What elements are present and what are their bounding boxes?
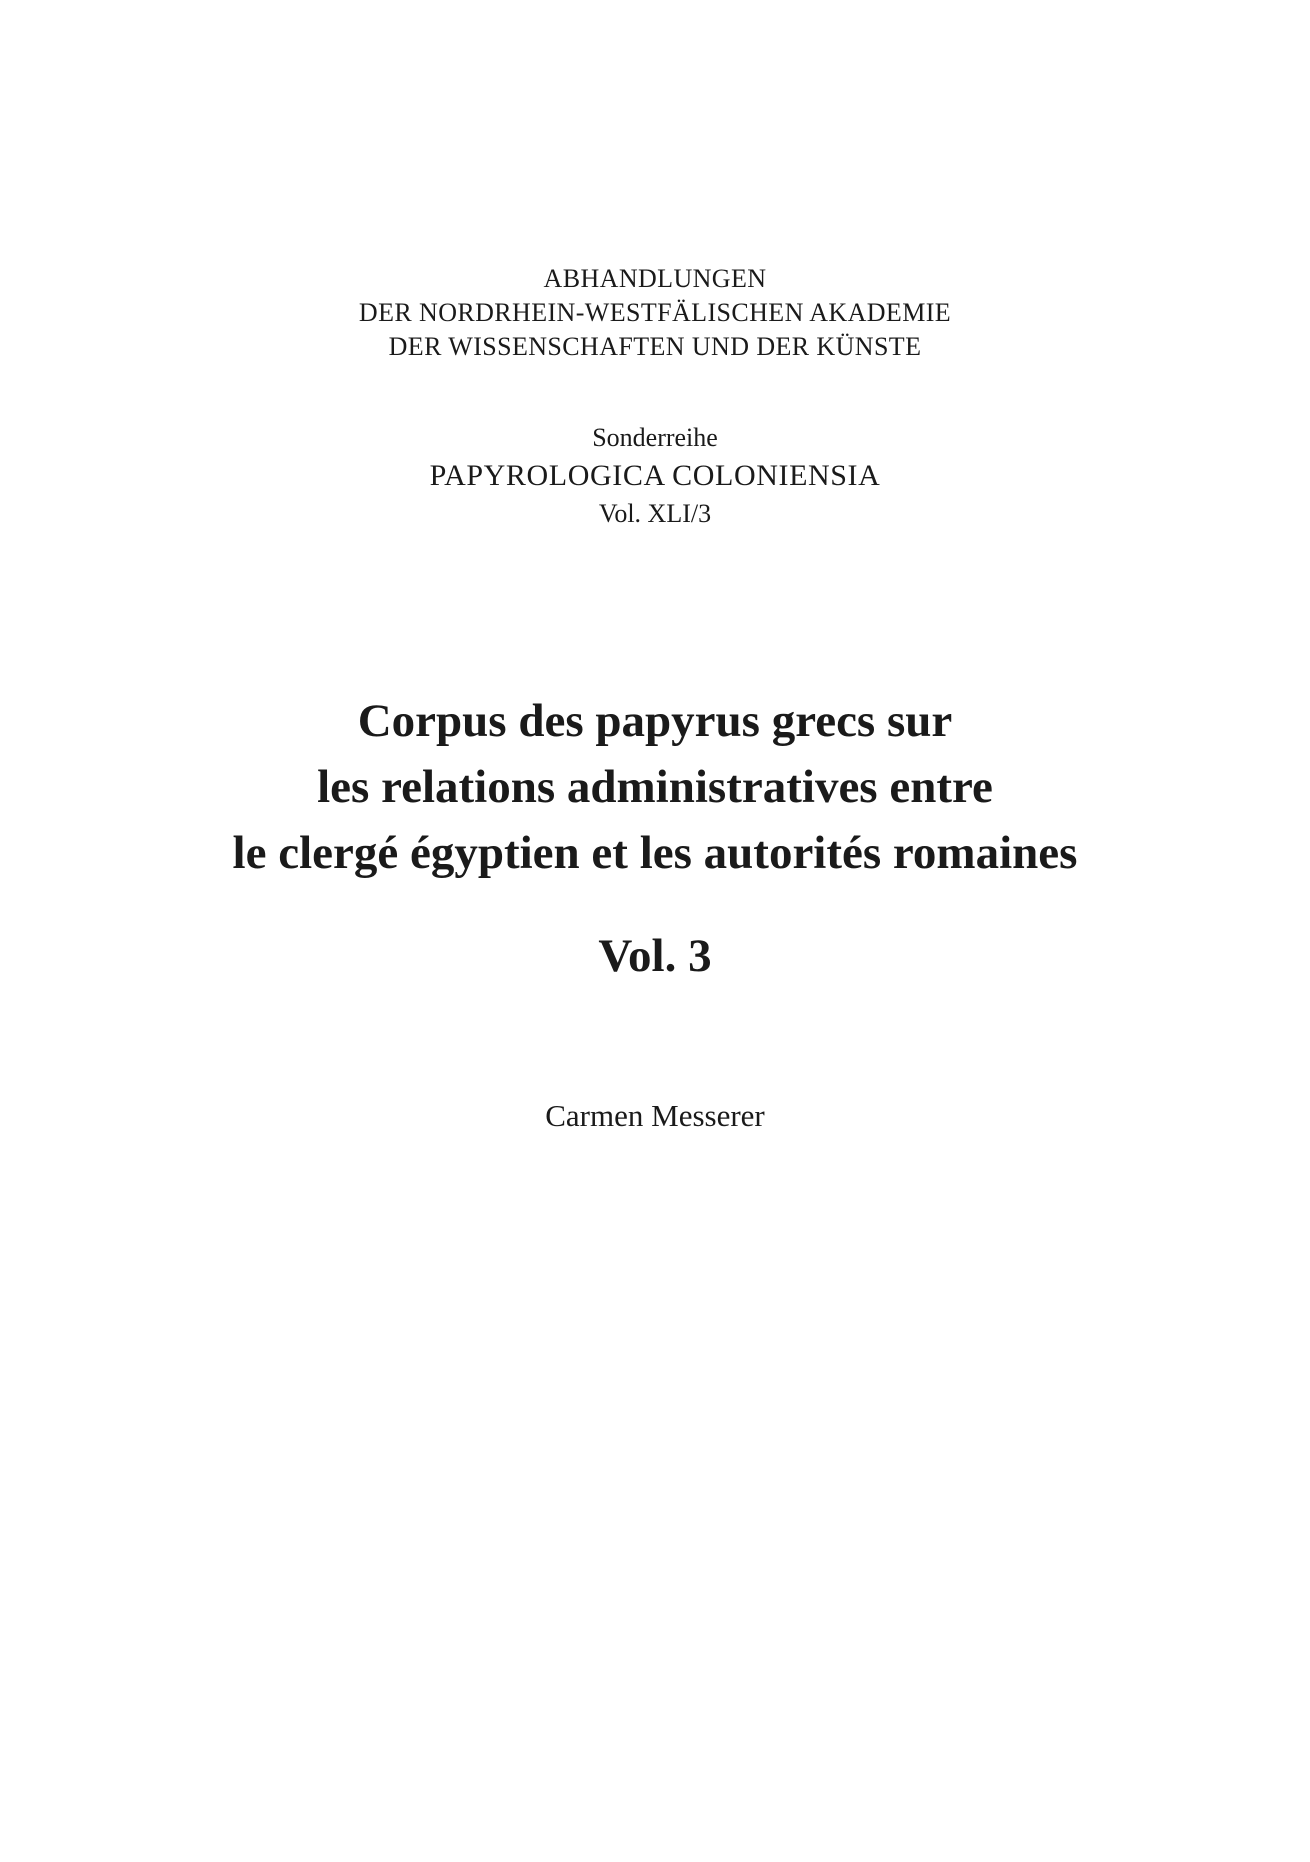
book-title-line-1: Corpus des papyrus grecs sur [357, 695, 953, 747]
series-line-3: DER WISSENSCHAFTEN UND DER KÜNSTE [388, 332, 922, 361]
book-volume [0, 926, 1310, 986]
book-author [0, 1096, 1310, 1136]
subseries-heading [0, 420, 1310, 532]
subseries-title: PAPYROLOGICA COLONIENSIA [429, 459, 881, 492]
subseries-volume: Vol. XLI/3 [598, 499, 712, 528]
series-line-1: ABHANDLUNGEN [543, 264, 767, 293]
subseries-label: Sonderreihe [592, 423, 718, 452]
book-title-line-3: le clergé égyptien et les autorités romaines [232, 827, 1078, 879]
author-name: Carmen Messerer [545, 1098, 765, 1133]
series-line-2: DER NORDRHEIN-WESTFÄLISCHEN AKADEMIE [358, 298, 952, 327]
series-heading [0, 262, 1310, 364]
book-title-line-2: les relations administratives entre [317, 761, 993, 813]
book-title [0, 688, 1310, 886]
book-volume-label: Vol. 3 [598, 930, 712, 982]
